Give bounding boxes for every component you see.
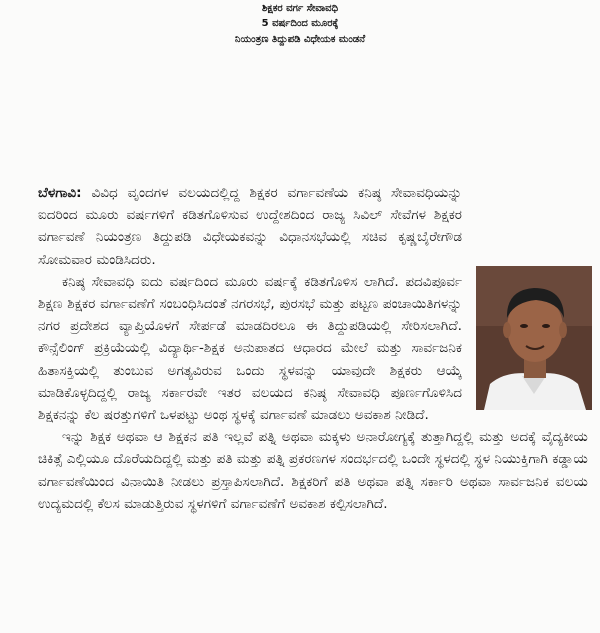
dateline: ಬೆಳಗಾವಿ: (38, 185, 82, 201)
paragraph-2-text: ಕನಿಷ್ಠ ಸೇವಾವಧಿ ಐದು ವರ್ಷದಿಂದ ಮೂರು ವರ್ಷಕ್ಕೆ ಕಡಿತಗೊಳಿಸ ಲಾಗಿದೆ. ಪದವಿಪೂರ್ವ ಶಿಕ್ಷಣ ಶಿಕ್ಷಕರ ವರ್ಗಾವಣೆಗೆ ಸಂಬಂಧಿಸಿದಂತೆ ನಗರಸಭೆ, ಪುರಸಭೆ ಮತ್ತು ಪಟ್ಟಣ ಪಂಚಾಯಿತಿಗಳನ್ನು ನಗರ ಪ್ರದೇಶದ ವ್ಯಾಪ್ತಿಯೊಳಗೆ ಸೇರ್ಪಡೆ ಮಾಡದಿರಲೂ ಈ ತಿದ್ದುಪಡಿಯಲ್ಲಿ ಸೇರಿಸಲಾಗಿದೆ. ಕೌನ್ಸೆಲಿಂಗ್ ಪ್ರಕ್ರಿಯೆಯಲ್ಲಿ ವಿದ್ಯಾರ್ಥಿ-ಶಿಕ್ಷಕ ಅನುಪಾತದ ಆಧಾರದ ಮೇಲೆ ಮತ್ತು ಸಾರ್ವಜನಿಕ ಹಿತಾಸಕ್ತಿಯಲ್ಲಿ ತುಂಬುವ ಅಗತ್ಯವಿರುವ ಒಂದು ಸ್ಥಳವನ್ನು ಯಾವುದೇ ಶಿಕ್ಷಕರು ಆಯ್ಕೆ ಮಾಡಿಕೊಳ್ಳದಿದ್ದಲ್ಲಿ ರಾಜ್ಯ ಸರ್ಕಾರವೇ ಇತರ ವಲಯದ ಕನಿಷ್ಠ ಸೇವಾವಧಿ ಪೂರ್ಣಗೊಳಿಸಿದ ಶಿಕ್ಷಕನನ್ನು ಕೆಲ ಷರತ್ತುಗಳಿಗೆ ಒಳಪಟ್ಟು ಅಂಥ ಸ್ಥಳಕ್ಕೆ ವರ್ಗಾವಣೆ ಮಾಡಲು ಅವಕಾಶ ನೀಡಿದೆ. (38, 273, 462, 424)
headline-line-2: 5 ವರ್ಷದಿಂದ ಮೂರಕ್ಕೆ (261, 17, 339, 29)
portrait-photo (476, 266, 592, 410)
paragraph-3-text: ಇನ್ನು ಶಿಕ್ಷಕ ಅಥವಾ ಆ ಶಿಕ್ಷಕನ ಪತಿ ಇಲ್ಲವೆ ಪತ್ನಿ ಅಥವಾ ಮಕ್ಕಳು ಅನಾರೋಗ್ಯಕ್ಕೆ ತುತ್ತಾಗಿದ್ದಲ್ಲಿ ಮತ್ತು ಅದಕ್ಕೆ ವೈದ್ಯಕೀಯ ಚಿಕಿತ್ಸೆ ಎಲ್ಲಿಯೂ ದೊರೆಯದಿದ್ದಲ್ಲಿ ಮತ್ತು ಪತಿ ಮತ್ತು ಪತ್ನಿ ಪ್ರಕರಣಗಳ ಸಂದರ್ಭದಲ್ಲಿ ಒಂದೇ ಸ್ಥಳದಲ್ಲಿ ಸ್ಥಳ ನಿಯುಕ್ತಿಗಾಗಿ ಕಡ್ಡಾಯ ವರ್ಗಾವಣೆಯಿಂದ ವಿನಾಯಿತಿ ನೀಡಲು ಪ್ರಸ್ತಾಪಿಸಲಾಗಿದೆ. ಶಿಕ್ಷಕರಿಗೆ ಪತಿ ಅಥವಾ ಪತ್ನಿ ಸರ್ಕಾರಿ ಅಥವಾ ಸಾರ್ವಜನಿಕ ವಲಯ ಉದ್ಯಮದಲ್ಲಿ ಕೆಲಸ ಮಾಡುತ್ತಿರುವ ಸ್ಥಳಗಳಿಗೆ ವರ್ಗಾವಣೆಗೆ ಅವಕಾಶ ಕಲ್ಪಿಸಲಾಗಿದೆ. (38, 429, 588, 512)
bottom-edge (0, 627, 600, 633)
article-paragraph-1 (38, 182, 588, 271)
article-paragraph-3 (38, 426, 588, 515)
paragraph-1-text: ವಿವಿಧ ವೃಂದಗಳ ವಲಯದಲ್ಲಿದ್ದ ಶಿಕ್ಷಕರ ವರ್ಗಾವಣೆಯ ಕನಿಷ್ಠ ಸೇವಾವಧಿಯನ್ನು ಐದರಿಂದ ಮೂರು ವರ್ಷಗಳಿಗೆ ಕಡಿತಗೊಳಿಸುವ ಉದ್ದೇಶದಿಂದ ರಾಜ್ಯ ಸಿವಿಲ್ ಸೇವೆಗಳ ಶಿಕ್ಷಕರ ವರ್ಗಾವಣೆ ನಿಯಂತ್ರಣ ತಿದ್ದುಪಡಿ ವಿಧೇಯಕವನ್ನು ವಿಧಾನಸಭೆಯಲ್ಲಿ ಸಚಿವ ಕೃಷ್ಣಬೈರೇಗೌಡ ಸೋಮವಾರ ಮಂಡಿಸಿದರು. (38, 185, 462, 268)
headline-subhead: ನಿಯಂತ್ರಣ ತಿದ್ದುಪಡಿ ವಿಧೇಯಕ ಮಂಡನೆ (234, 34, 366, 45)
headline-line-1: ಶಿಕ್ಷಕರ ವರ್ಗ ಸೇವಾವಧಿ (261, 3, 339, 14)
portrait-illustration (476, 266, 592, 410)
